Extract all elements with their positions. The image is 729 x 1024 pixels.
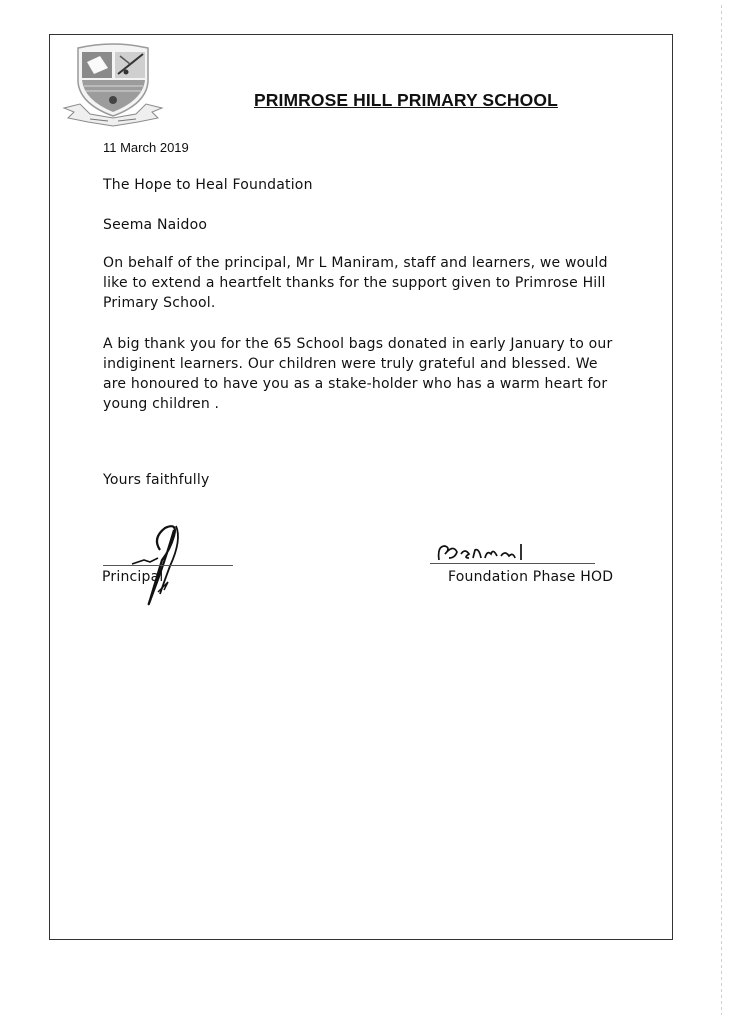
hod-signature-line — [430, 563, 595, 564]
hod-signature-icon — [435, 540, 545, 564]
hod-title: Foundation Phase HOD — [448, 569, 614, 585]
recipient-name: Seema Naidoo — [103, 217, 208, 233]
school-name-heading: PRIMROSE HILL PRIMARY SCHOOL — [254, 90, 558, 110]
closing-salutation: Yours faithfully — [103, 472, 210, 488]
letter-date: 11 March 2019 — [103, 140, 189, 155]
recipient-organization: The Hope to Heal Foundation — [103, 177, 313, 193]
principal-title: Principal — [102, 569, 164, 585]
school-crest-icon — [60, 42, 166, 128]
scan-edge-artifact — [721, 5, 722, 1015]
body-paragraph-2: A big thank you for the 65 School bags donated in early January to our indiginent learners. Our children were truly grateful and blessed. We are honoured to have you as a stake-holder who has a warm heart for young children . — [103, 336, 613, 412]
body-paragraph-1: On behalf of the principal, Mr L Maniram, staff and learners, we would like to extend a heartfelt thanks for the support given to Primrose Hill Primary School. — [103, 255, 608, 311]
principal-signature-line — [103, 565, 233, 566]
